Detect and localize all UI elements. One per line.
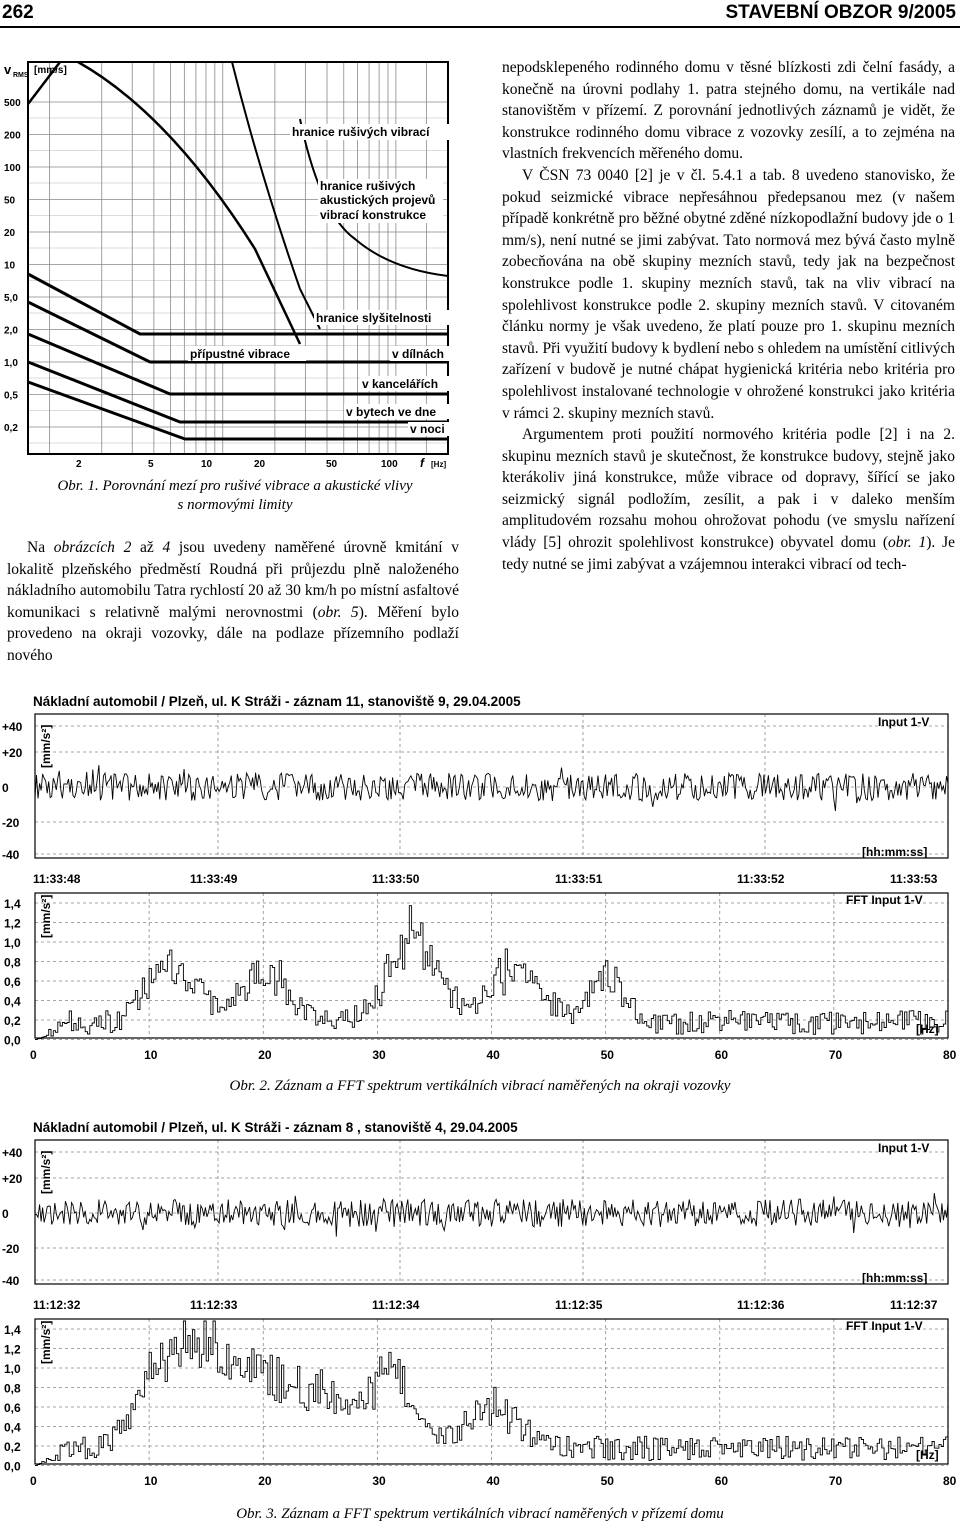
label-v-dilnach: v dílnách — [392, 347, 445, 361]
time-y-tick: +20 — [2, 746, 23, 760]
y-tick-label: 10 — [4, 260, 16, 272]
time-x-tick: 11:12:32 — [33, 1298, 81, 1312]
time-y-tick: +40 — [2, 720, 23, 734]
time-x-tick: 11:33:48 — [33, 872, 81, 886]
fft-y-tick: 0,4 — [4, 994, 21, 1009]
label-akusticke-2: akustických projevů — [320, 193, 436, 207]
y-tick-label: 1,0 — [4, 358, 18, 369]
x-axis-label: f — [420, 456, 424, 470]
y-tick-label: 50 — [4, 195, 16, 207]
time-y-tick: 0 — [2, 781, 9, 795]
figure2-chart — [0, 688, 960, 1073]
fft-y-tick: 0,2 — [4, 1014, 21, 1028]
y-tick-label: 5,0 — [4, 293, 18, 304]
time-x-tick: 11:12:34 — [372, 1298, 420, 1312]
fft-y-tick: 1,2 — [4, 1342, 21, 1357]
fft-y-tick: 1,2 — [4, 916, 21, 931]
fft-y-tick: 0,6 — [4, 975, 21, 989]
fft-channel: FFT Input 1-V — [846, 893, 923, 907]
left-column-text: Na obrázcích 2 až 4 jsou uvedeny naměřené úrovně kmitání v lokalitě plzeňského předměstí Roudná při průjezdu plně naloženého nákladního automobilu Tatra rychlostí 20 až 30 km/h po místní asfaltové komunikaci s relativně malými nerovnostmi (obr. 5). Měření bylo provedeno na okraji vozovky, dále na podlaze přízemního podlaží nového — [7, 539, 460, 664]
time-y-tick: -20 — [2, 816, 20, 830]
y-axis-sub: RMS — [13, 72, 29, 79]
fft-x-tick: 10 — [144, 1474, 158, 1488]
y-tick-label: 0,2 — [4, 423, 18, 434]
time-x-tick: 11:33:49 — [190, 872, 238, 886]
time-y-tick: -40 — [2, 848, 20, 862]
page-number: 262 — [2, 2, 34, 23]
time-unit: [mm/s²] — [39, 724, 53, 768]
fft-y-tick: 0,2 — [4, 1440, 21, 1454]
time-x-tick: 11:12:37 — [890, 1298, 938, 1312]
fft-x-tick: 10 — [144, 1048, 158, 1062]
time-x-unit: [hh:mm:ss] — [862, 1271, 928, 1285]
time-x-tick: 11:33:53 — [890, 872, 938, 886]
fft-y-tick: 0,8 — [4, 1381, 21, 1396]
figure1-caption: Obr. 1. Porovnání mezí pro rušivé vibrace a akustické vlivy s normovými limity — [57, 478, 413, 513]
label-v-kancelarich: v kancelářích — [362, 377, 439, 391]
time-signal — [35, 1193, 948, 1237]
fft-y-tick: 1,0 — [4, 936, 21, 950]
time-y-tick: +20 — [2, 1172, 23, 1186]
time-x-tick: 11:12:35 — [555, 1298, 603, 1312]
record-title: Nákladní automobil / Plzeň, ul. K Stráži - záznam 11, stanoviště 9, 29.04.2005 — [33, 694, 521, 709]
fft-y-tick: 0,0 — [4, 1459, 21, 1474]
figure1-chart — [0, 44, 470, 474]
time-signal — [35, 765, 948, 811]
figure3-chart — [0, 1114, 960, 1499]
fft-channel: FFT Input 1-V — [846, 1319, 923, 1333]
fft-x-tick: 50 — [600, 1048, 614, 1062]
fft-y-tick: 0,8 — [4, 955, 21, 970]
fft-x-tick: 60 — [714, 1474, 729, 1488]
fft-x-tick: 50 — [600, 1474, 614, 1488]
time-y-tick: 0 — [2, 1207, 9, 1221]
time-x-tick: 11:33:52 — [737, 872, 785, 886]
label-v-noci: v noci — [410, 422, 445, 436]
label-slysitelnosti: hranice slyšitelnosti — [316, 311, 432, 325]
fft-x-tick: 80 — [943, 1048, 957, 1062]
time-y-tick: -40 — [2, 1274, 20, 1288]
figure3-caption: Obr. 3. Záznam a FFT spektrum vertikálních vibrací naměřených v přízemí domu — [236, 1506, 724, 1522]
label-hranice-rusivych: hranice rušivých vibrací — [292, 125, 430, 139]
fft-x-tick: 20 — [258, 1474, 272, 1488]
time-x-tick: 11:33:50 — [372, 872, 420, 886]
y-tick-label: 100 — [4, 163, 21, 174]
header-rule — [0, 26, 960, 28]
y-tick-label: 500 — [4, 98, 21, 109]
time-unit: [mm/s²] — [39, 1150, 53, 1194]
y-axis-label: v — [4, 62, 12, 77]
y-tick-label: 20 — [4, 228, 16, 239]
fft-x-tick: 80 — [943, 1474, 957, 1488]
time-y-tick: -20 — [2, 1242, 20, 1256]
time-channel: Input 1-V — [878, 715, 930, 729]
time-x-tick: 11:33:51 — [555, 872, 603, 886]
y-tick-label: 2,0 — [4, 325, 18, 337]
label-akusticke-3: vibrací konstrukce — [320, 208, 427, 222]
x-tick-label: 10 — [201, 459, 213, 470]
fft-x-tick: 40 — [486, 1474, 500, 1488]
fft-y-tick: 1,4 — [4, 897, 21, 911]
x-tick-label: 50 — [326, 459, 338, 470]
time-y-tick: +40 — [2, 1146, 23, 1160]
fft-y-tick: 0,6 — [4, 1401, 21, 1415]
fft-y-tick: 0,0 — [4, 1033, 21, 1048]
fft-unit: [mm/s²] — [39, 894, 53, 938]
journal-title: STAVEBNÍ OBZOR 9/2005 — [725, 2, 956, 23]
x-unit: [Hz] — [431, 460, 447, 469]
time-x-tick: 11:12:33 — [190, 1298, 238, 1312]
fft-x-tick: 70 — [828, 1474, 843, 1488]
x-tick-label: 100 — [381, 459, 398, 470]
time-channel: Input 1-V — [878, 1141, 930, 1155]
x-tick-label: 2 — [76, 459, 82, 470]
y-unit: [mm/s] — [34, 65, 67, 76]
fft-x-tick: 60 — [714, 1048, 729, 1062]
fft-y-tick: 0,4 — [4, 1420, 21, 1435]
fft-x-tick: 30 — [372, 1474, 386, 1488]
fft-x-unit: [Hz] — [916, 1448, 939, 1462]
fft-unit: [mm/s²] — [39, 1320, 53, 1364]
right-column-text: nepodsklepeného rodinného domu v těsné blízkosti zdi čelní fasády, a konečně na úrovni podlahy 1. patra stejného domu, na vertikále nad stanovištěm v přízemí. Z porovnání jednotlivých záznamů je vidět, že konstrukce rodinného domu vibrace z vozovky zesílí, a to zejména na vlastních frekvencích měřeného domu. V ČSN 73 0040 [2] je v čl. 5.4.1 a tab. 8 uvedeno stanovisko, že pokud seizmické vibrace nepřesáhnou předepsanou mez (v našem případě konkrétně pro běžné obytné zděné nízkopodlažní budovy jde o 1 mm/s), není nutné se jimi zabývat. Tato normová mez bývá často mylně zobecňována na obě skupiny mezních stavů, tedy jak na bezpečnost konstrukce podle 1. skupiny mezních stavů, tak na vliv vibrací na spolehlivost konstrukce podle 2. skupiny mezních stavů. V citovaném článku normy je však uvedeno, že platí pouze pro 1. skupinu mezních stavů. Při využití budovy k bydlení nebo s ohledem na umístění citlivých zařízení v budově je nutné chápat hygienická kritéria nebo kritéria pro spolehlivost instalované technologie v ohrožené konstrukci jako kritéria v rámci 2. skupiny mezních stavů. Argumentem proti použití normového kritéria podle [2] i na 2. skupinu mezních stavů je skutečnost, že konstrukce budovy, stejně jako kterákoliv jiná konstrukce, může vibrace od dopravy, šířící se jako seizmický signál podložím, zesílit, a pak i v daleko menším amplitudovém rozsahu mohou ohrožovat pohodu (ve smyslu nařízení vlády [5] ohrozit spolehlivost konstrukce) obyvatel domu (obr. 1). Je tedy nutné se jimi zabývat a vzájemnou interakci vibrací od tech- — [502, 59, 955, 573]
x-tick-label: 5 — [148, 459, 154, 470]
fft-x-tick: 20 — [258, 1048, 272, 1062]
record-title: Nákladní automobil / Plzeň, ul. K Stráži - záznam 8 , stanoviště 4, 29.04.2005 — [33, 1120, 518, 1135]
fft-x-tick: 0 — [30, 1048, 37, 1062]
figure2-caption: Obr. 2. Záznam a FFT spektrum vertikálních vibrací naměřených na okraji vozovky — [229, 1078, 731, 1094]
fft-x-tick: 40 — [486, 1048, 500, 1062]
y-tick-label: 200 — [4, 130, 21, 142]
fft-y-tick: 1,0 — [4, 1362, 21, 1376]
label-v-bytech-dne: v bytech ve dne — [346, 405, 437, 419]
fft-x-tick: 30 — [372, 1048, 386, 1062]
y-tick-label: 0,5 — [4, 390, 18, 402]
fft-x-unit: [Hz] — [916, 1022, 939, 1036]
time-x-tick: 11:12:36 — [737, 1298, 785, 1312]
label-akusticke-1: hranice rušivých — [320, 179, 416, 193]
x-tick-label: 20 — [254, 459, 266, 470]
fft-x-tick: 70 — [828, 1048, 843, 1062]
label-pripustne: přípustné vibrace — [190, 347, 291, 361]
time-x-unit: [hh:mm:ss] — [862, 845, 928, 859]
fft-y-tick: 1,4 — [4, 1323, 21, 1337]
fft-x-tick: 0 — [30, 1474, 37, 1488]
